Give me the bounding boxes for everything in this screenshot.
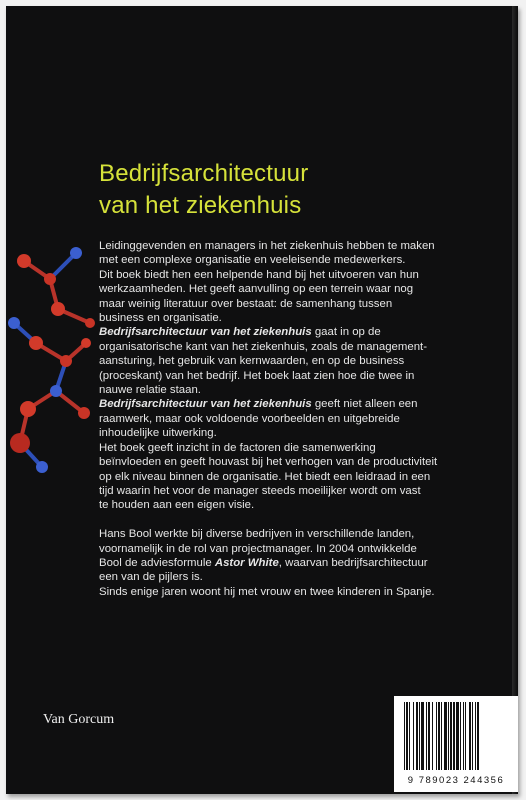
barcode-bars: [400, 702, 512, 770]
text-line: een van de pijlers is.: [99, 571, 203, 584]
blurb: [99, 239, 483, 599]
barcode: [394, 696, 518, 792]
barcode-bar: [406, 702, 408, 770]
book-back-cover: [6, 6, 518, 794]
text-line: beïnvloeden en geeft houvast bij het verhogen van de productiviteit: [99, 456, 438, 469]
barcode-bar: [444, 702, 447, 770]
barcode-bar: [463, 702, 464, 770]
text-line: maar weinig literatuur over bestaat: de samenhang tussen: [99, 297, 393, 310]
barcode-bar: [404, 702, 405, 770]
astor-white-italic: Astor White: [214, 556, 279, 569]
text-line: Het boek geeft inzicht in de factoren die samenwerking: [99, 441, 376, 454]
text-line: voornamelijk in de rol van projectmanager. In 2004 ontwikkelde: [99, 542, 417, 555]
barcode-bar: [409, 702, 410, 770]
barcode-bar: [448, 702, 449, 770]
text-line: met een complexe organisatie en veeleisende medewerkers.: [99, 254, 406, 267]
barcode-bar: [453, 702, 455, 770]
text-line: geeft niet alleen een: [311, 398, 418, 411]
text-line: werkzaamheden. Het geeft aanvulling op een terrein waar nog: [99, 283, 414, 296]
paragraph-insight: [99, 441, 483, 513]
text-line: nauwe relatie staan.: [99, 384, 201, 397]
barcode-bar: [475, 702, 476, 770]
text-line: Bool de adviesformule: [99, 556, 215, 569]
barcode-bar: [432, 702, 433, 770]
paragraph-author: [99, 527, 483, 599]
text-line: Leidinggevenden en managers in het ziekenhuis hebben te maken: [99, 240, 435, 252]
barcode-bar: [416, 702, 418, 770]
book-title: [99, 158, 308, 222]
barcode-bar: [428, 702, 430, 770]
text-line: business en organisatie.: [99, 312, 222, 325]
barcode-bar: [469, 702, 471, 770]
text-line: te houden aan een eigen visie.: [99, 499, 255, 512]
text-line: , waarvan bedrijfsarchitectuur: [278, 556, 428, 569]
text-line: raamwerk, maar ook voldoende voorbeelden en uitgebreide: [99, 412, 400, 425]
barcode-bar: [456, 702, 459, 770]
text-line: op elk niveau binnen de organisatie. Het biedt een leidraad in een: [99, 470, 431, 483]
text-line: gaat in op de: [311, 326, 381, 339]
paragraph-gap: [99, 513, 483, 527]
paragraph-framework: [99, 397, 483, 440]
text-line: aansturing, het gebruik van kernwaarden, en op de business: [99, 355, 405, 368]
text-line: Hans Bool werkte bij diverse bedrijven in verschillende landen,: [99, 528, 415, 541]
text-line: inhoudelijke uitwerking.: [99, 427, 217, 440]
text-line: tijd waarin het voor de manager steeds moeilijker wordt om vast: [99, 484, 421, 497]
barcode-bar: [477, 702, 479, 770]
barcode-bar: [472, 702, 473, 770]
barcode-bar: [421, 702, 424, 770]
title-line: van het ziekenhuis: [99, 192, 302, 219]
spine-edge: [512, 6, 518, 794]
barcode-bar: [436, 702, 437, 770]
paragraph-scope: [99, 325, 483, 397]
barcode-bar: [465, 702, 466, 770]
text-line: organisatorische kant van het ziekenhuis, zoals de management-: [99, 340, 427, 353]
publisher-logo: Van Gorcum: [43, 712, 115, 727]
text-line: (proceskant) van het bedrijf. Het boek laat zien hoe die twee in: [99, 369, 415, 382]
book-title-italic: Bedrijfsarchitectuur van het ziekenhuis: [99, 326, 312, 339]
text-line: Sinds enige jaren woont hij met vrouw en twee kinderen in Spanje.: [99, 585, 435, 598]
barcode-bar: [441, 702, 442, 770]
barcode-bar: [426, 702, 427, 770]
barcode-bar: [450, 702, 452, 770]
title-line: Bedrijfsarchitectuur: [99, 160, 309, 187]
barcode-bar: [438, 702, 440, 770]
barcode-bar: [460, 702, 461, 770]
barcode-bar: [419, 702, 420, 770]
book-title-italic: Bedrijfsarchitectuur van het ziekenhuis: [99, 398, 312, 411]
isbn-number: 9 789023 244356: [407, 775, 505, 786]
barcode-bar: [413, 702, 414, 770]
paragraph-intro: [99, 239, 483, 325]
text-line: Dit boek biedt hen een helpende hand bij het uitvoeren van hun: [99, 268, 419, 281]
